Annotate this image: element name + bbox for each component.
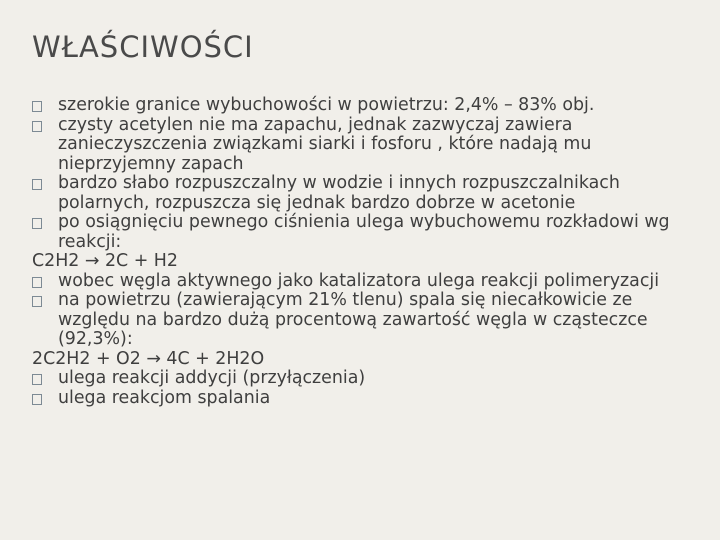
reaction-equation — [32, 350, 702, 370]
bullet-box-icon — [32, 296, 42, 307]
slide-content — [32, 96, 702, 408]
list-item-text: wobec węgla aktywnego jako katalizatora ulega reakcji polimeryzacji — [58, 270, 660, 291]
list-item-text: bardzo słabo rozpuszczalny w wodzie i innych rozpuszczalnikach polarnych, rozpuszcza się jednak bardzo dobrze w acetonie — [58, 173, 620, 213]
list-item-text: na powietrzu (zawierającym 21% tlenu) spala się niecałkowicie ze względu na bardzo dużą procentową zawartość węgla w cząsteczce (92,3%): — [58, 290, 648, 349]
list-item — [32, 213, 702, 252]
list-item-text: czysty acetylen nie ma zapachu, jednak zazwyczaj zawiera zanieczyszczenia związkami siarki i fosforu , które nadają mu nieprzyjemny zapach — [58, 114, 592, 174]
list-item — [32, 96, 702, 116]
bullet-box-icon — [32, 179, 42, 190]
equation-text: C2H2 → 2C + H2 — [32, 251, 178, 271]
list-item — [32, 174, 702, 213]
slide-title: WŁAŚCIWOŚCI — [32, 30, 254, 64]
list-item — [32, 116, 702, 175]
list-item — [32, 291, 702, 350]
list-item — [32, 389, 702, 409]
bullet-box-icon — [32, 121, 42, 132]
list-item-text: ulega reakcji addycji (przyłączenia) — [58, 368, 366, 388]
list-item — [32, 369, 702, 389]
bullet-box-icon — [32, 394, 42, 405]
list-item — [32, 272, 702, 292]
list-item-text: szerokie granice wybuchowości w powietrzu: 2,4% – 83% obj. — [58, 95, 595, 115]
bullet-box-icon — [32, 374, 42, 385]
bullet-box-icon — [32, 277, 42, 288]
bullet-box-icon — [32, 101, 42, 112]
list-item-text: po osiągnięciu pewnego ciśnienia ulega wybuchowemu rozkładowi wg reakcji: — [58, 212, 670, 252]
list-item-text: ulega reakcjom spalania — [58, 387, 271, 408]
equation-text: 2C2H2 + O2 → 4C + 2H2O — [32, 348, 265, 369]
reaction-equation — [32, 252, 702, 272]
bullet-box-icon — [32, 218, 42, 229]
